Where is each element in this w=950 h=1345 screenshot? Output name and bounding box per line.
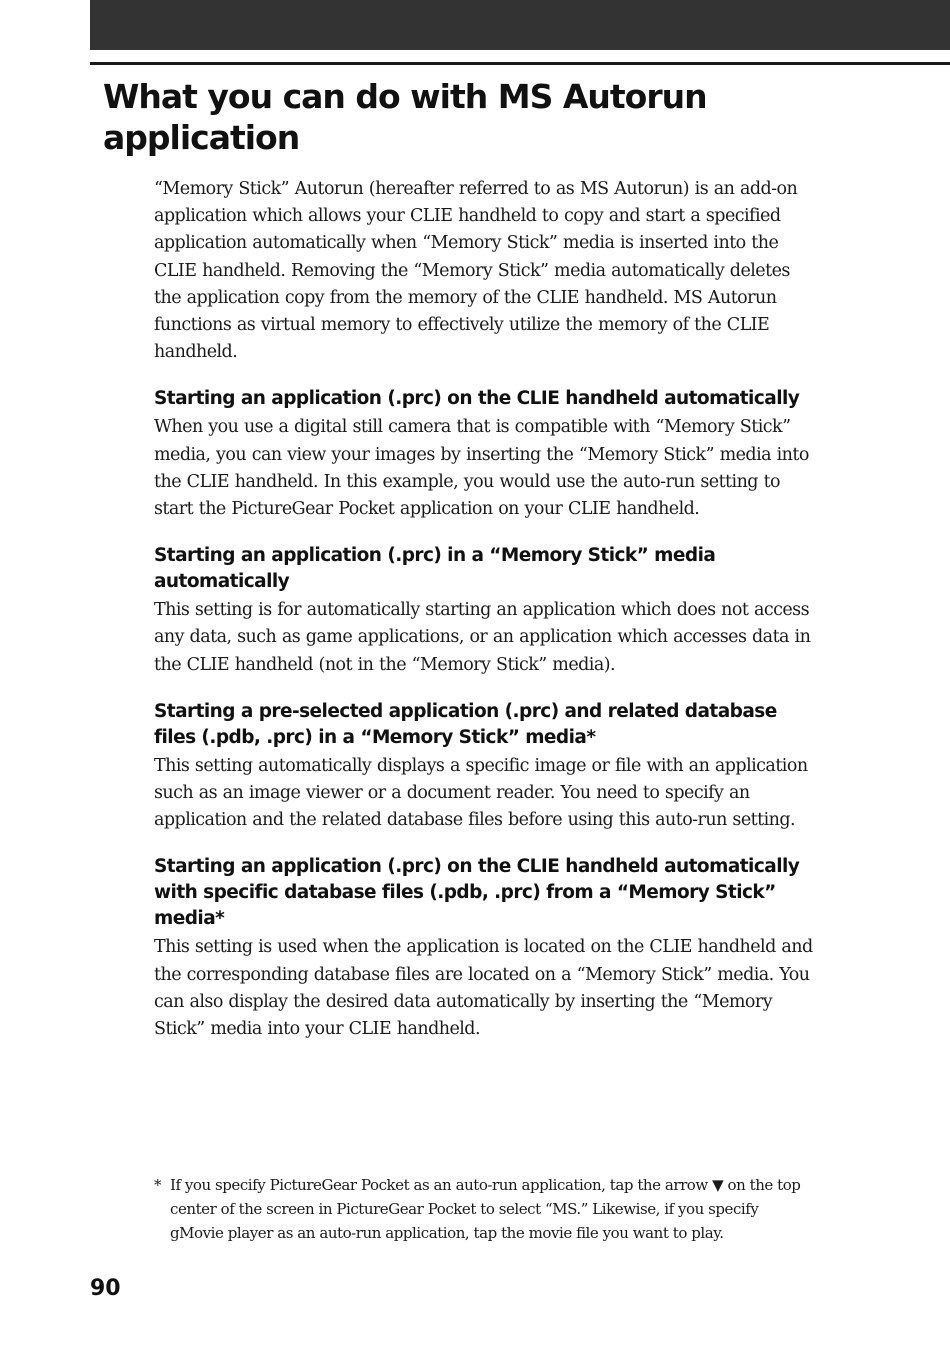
- intro-paragraph: “Memory Stick” Autorun (hereafter referred to as MS Autorun) is an add-on application which allows your CLIE handheld to copy and start a specified application automatically when “Memory Stick” media is inserted into the CLIE handheld. Removing the “Memory Stick” media automatically deletes the application copy from the memory of the CLIE handheld. MS Autorun functions as virtual memory to effectively utilize the memory of the CLIE handheld.: [154, 179, 798, 363]
- footnote: [154, 1173, 804, 1245]
- main-content: [154, 176, 814, 1063]
- header-rule: [90, 62, 950, 65]
- footnote-mark: *: [154, 1176, 162, 1194]
- section-heading: Starting a pre-selected application (.prc) and related database files (.pdb, .prc) in a “Memory Stick” media*: [154, 700, 777, 748]
- section-start-app-with-database-files: [154, 854, 814, 1043]
- section-heading: Starting an application (.prc) in a “Memory Stick” media automatically: [154, 545, 716, 593]
- section-body: This setting is used when the application is located on the CLIE handheld and the corresponding database files are located on a “Memory Stick” media. You can also display the desired data automatically by inserting the “Memory Stick” media into your CLIE handheld.: [154, 937, 813, 1040]
- footnote-text: If you specify PictureGear Pocket as an auto-run application, tap the arrow ▼ on the top center of the screen in PictureGear Pocket to select “MS.” Likewise, if you specify gMovie player as an auto-run application, tap the movie file you want to play.: [170, 1176, 801, 1242]
- section-heading: Starting an application (.prc) on the CLIE handheld automatically with specific database files (.pdb, .prc) from a “Memory Stick” media*: [154, 856, 800, 930]
- section-start-preselected-app: [154, 699, 814, 835]
- section-body: This setting automatically displays a specific image or file with an application such as an image viewer or a document reader. You need to specify an application and the related database files before using this auto-run setting.: [154, 755, 808, 831]
- section-body: When you use a digital still camera that is compatible with “Memory Stick” media, you can view your images by inserting the “Memory Stick” media into the CLIE handheld. In this example, you would use the auto-run setting to start the PictureGear Pocket application on your CLIE handheld.: [154, 417, 809, 520]
- section-start-app-on-clie: [154, 386, 814, 523]
- header-bar: [90, 0, 950, 50]
- page-title: What you can do with MS Autorun application: [103, 77, 707, 157]
- section-start-app-in-memory-stick: [154, 543, 814, 679]
- page-number: 90: [90, 1276, 121, 1301]
- section-body: This setting is for automatically starting an application which does not access any data, such as game applications, or an application which accesses data in the CLIE handheld (not in the “Memory Stick” media).: [154, 600, 811, 675]
- section-heading: Starting an application (.prc) on the CLIE handheld automatically: [154, 388, 800, 410]
